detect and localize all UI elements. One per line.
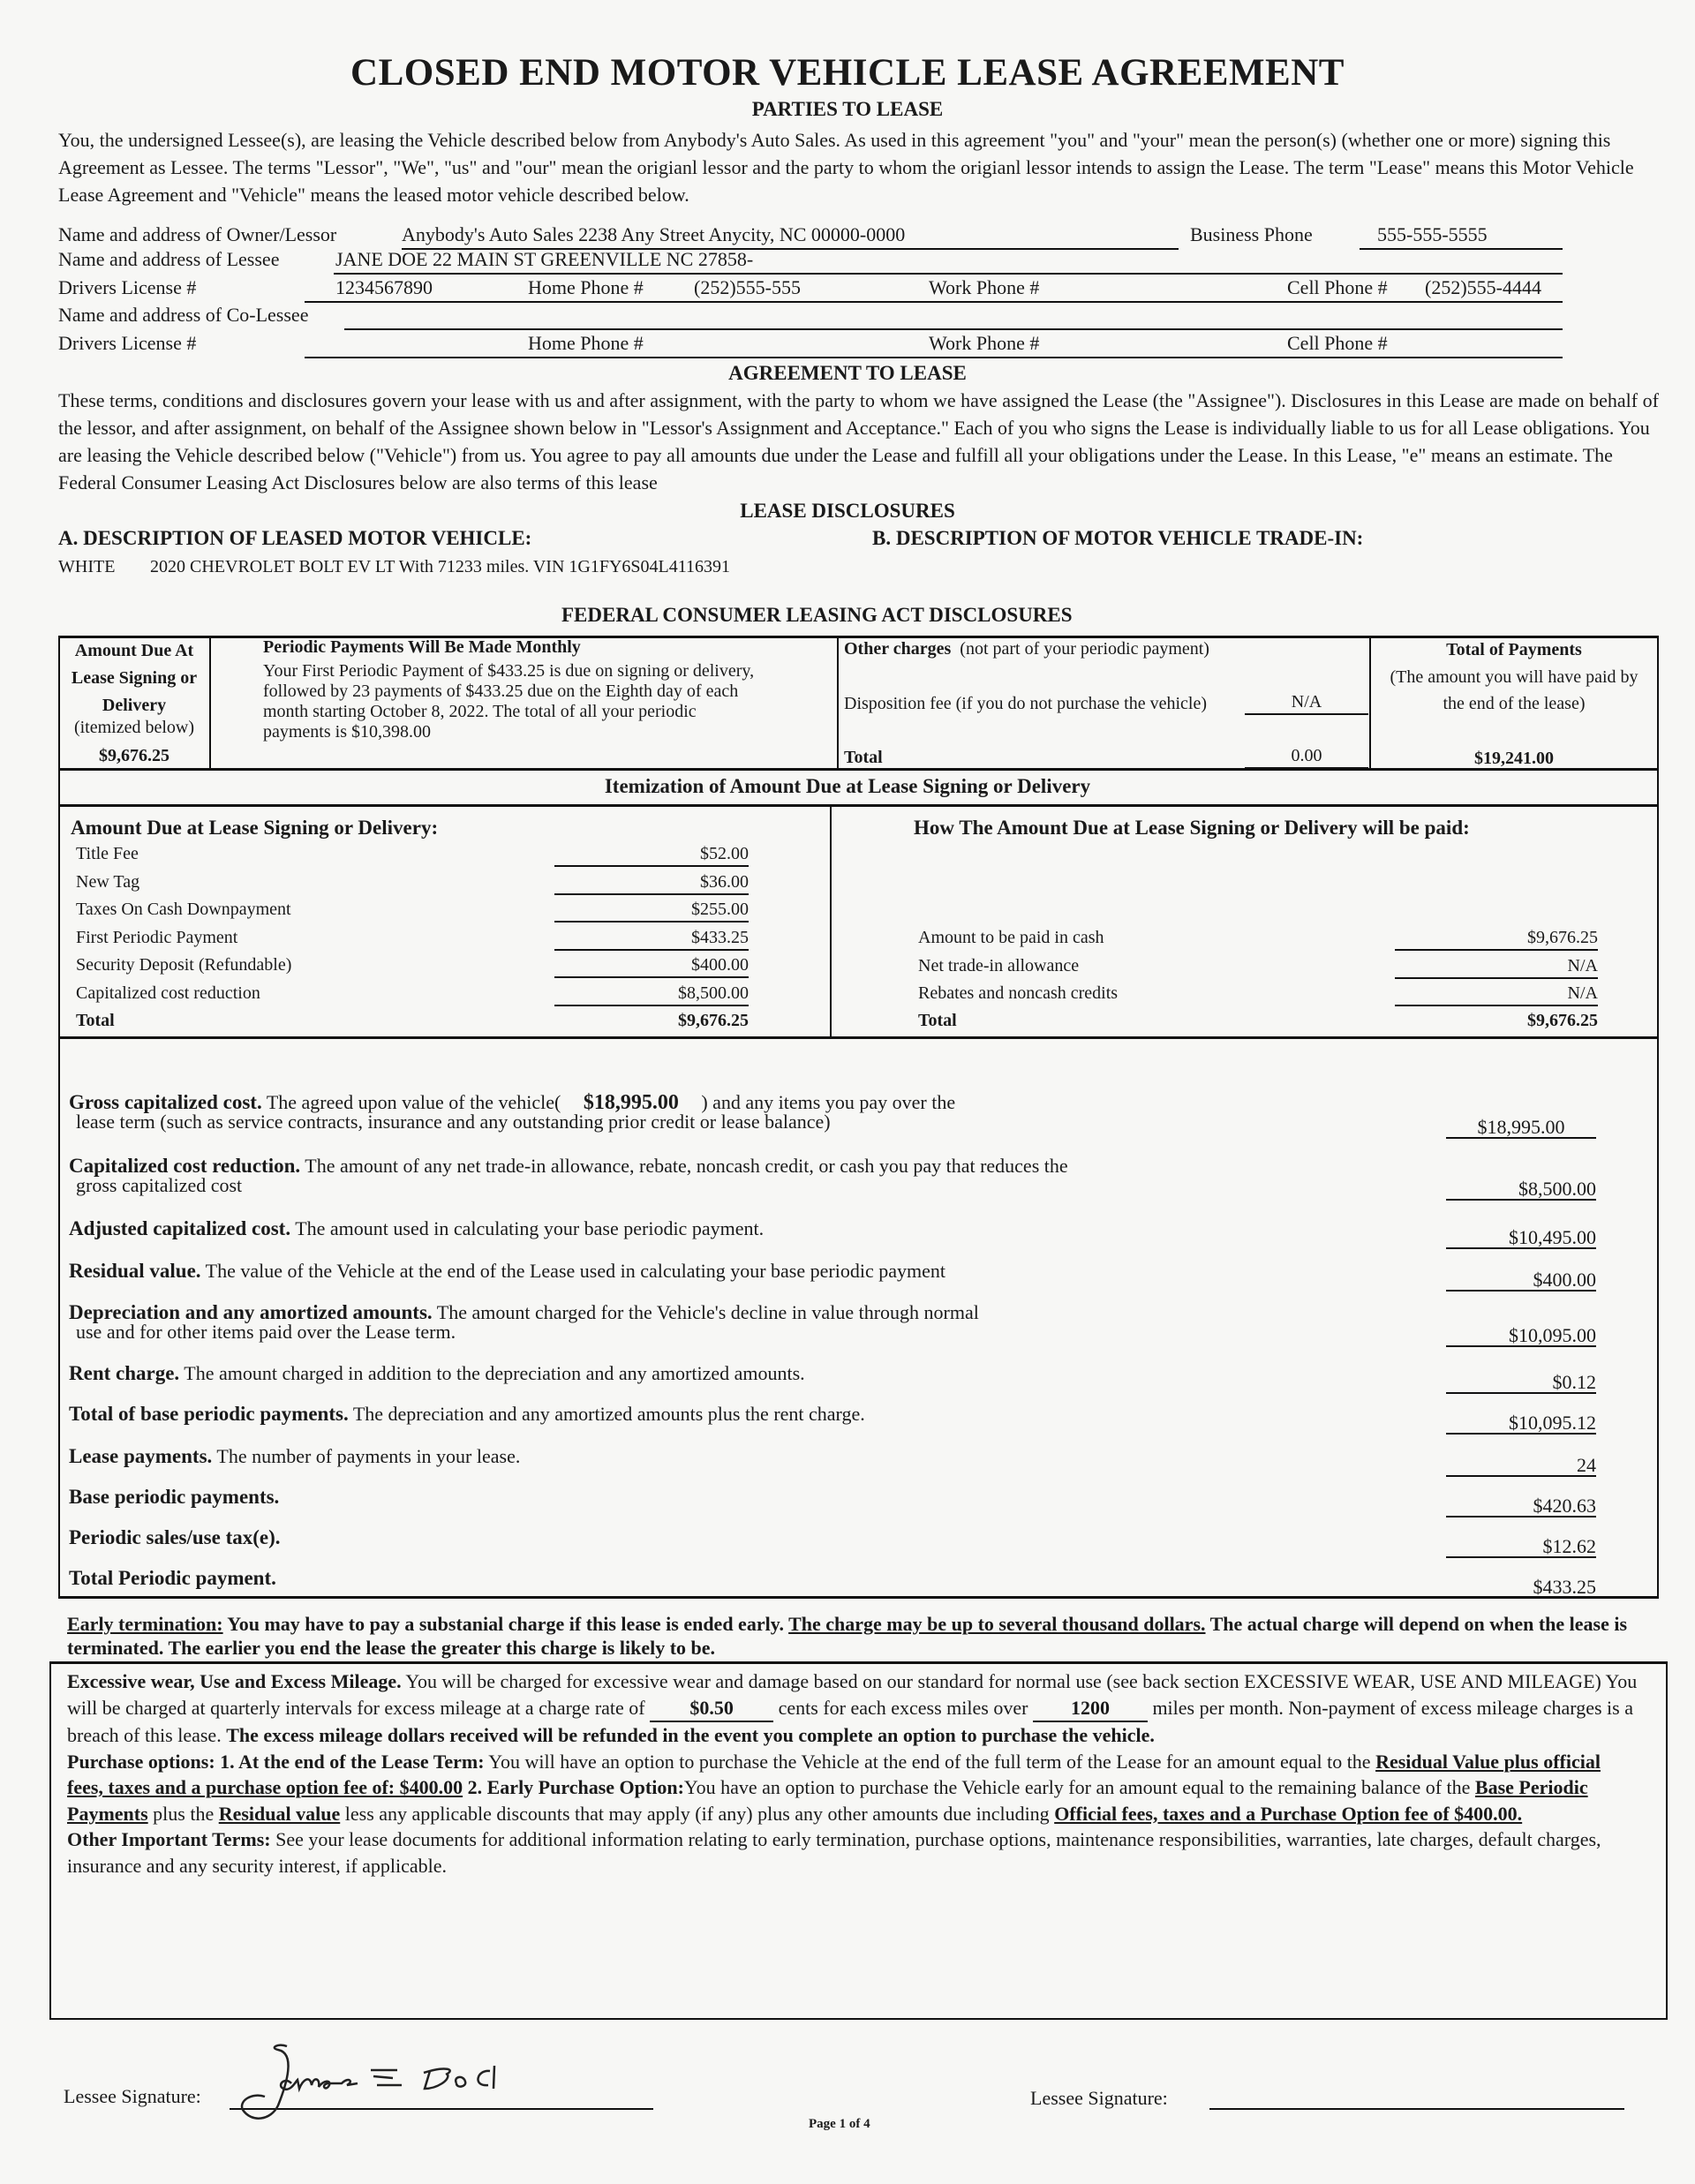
co-lessee-signature-label: Lessee Signature:: [1030, 2087, 1168, 2109]
vehicle-color: WHITE: [58, 557, 116, 576]
other-total-value: 0.00: [1291, 746, 1322, 765]
payment-label: Rebates and noncash credits: [918, 983, 1119, 1003]
trade-in-heading: B. DESCRIPTION OF MOTOR VEHICLE TRADE-IN:: [872, 527, 1364, 549]
gross-value: $18,995.00: [1446, 1118, 1596, 1139]
other-terms-title: Other Important Terms:: [67, 1828, 271, 1850]
early-text3: The actual charge will depend on when the lease is terminated. The earlier you end the lease the greater this charge is likely to be.: [67, 1613, 1628, 1659]
item-label: New Tag: [76, 871, 140, 892]
lessee-signature-image: [225, 2030, 631, 2128]
co-home-phone-label: Home Phone #: [528, 332, 644, 354]
mileage-rate: $0.50: [650, 1695, 773, 1723]
owner-value: Anybody's Auto Sales 2238 Any Street Anycity, NC 00000-0000: [402, 223, 906, 245]
finance-row: [69, 1526, 1596, 1557]
purchase-title: Purchase options: 1. At the end of the Lease Term:: [67, 1750, 485, 1773]
purchase-title2: 2. Early Purchase Option:: [467, 1776, 684, 1798]
finance-row-value: $400.00: [1446, 1270, 1596, 1292]
item-label: First Periodic Payment: [76, 927, 238, 947]
vehicle-description: 2020 CHEVROLET BOLT EV LT With 71233 miles. VIN 1G1FY6S04L4116391: [150, 557, 731, 576]
owner-label: Name and address of Owner/Lessor: [58, 223, 337, 245]
cell-phone-label: Cell Phone #: [1287, 276, 1388, 298]
finance-row-title: Total Periodic payment.: [69, 1567, 276, 1589]
finance-row-title: Residual value.: [69, 1260, 201, 1282]
document-title: CLOSED END MOTOR VEHICLE LEASE AGREEMENT: [350, 52, 1345, 94]
purchase-text2: You have an option to purchase the Vehicle early for an amount equal to the remaining balance of the: [683, 1776, 1471, 1798]
payment-total-label: Total: [918, 1011, 957, 1030]
finance-row: [69, 1362, 1596, 1393]
business-phone-label: Business Phone: [1190, 223, 1313, 245]
vehicle-description-heading: A. DESCRIPTION OF LEASED MOTOR VEHICLE:: [58, 527, 532, 549]
purchase-text4: less any applicable discounts that may apply (if any) plus any other amounts due including: [344, 1802, 1050, 1825]
item-value: $433.25: [554, 926, 749, 951]
finance-row-title: Total of base periodic payments.: [69, 1403, 349, 1425]
payment-label: Amount to be paid in cash: [918, 928, 1104, 947]
periodic-text: Your First Periodic Payment of $433.25 is due on signing or delivery, followed by 23 payments of $433.25 due on the Eighth day of each month starting October 8, 2022. The total of all your periodic payments is $10,398.00: [263, 661, 755, 742]
finance-row-text: The amount used in calculating your base periodic payment.: [295, 1217, 765, 1239]
itemization-right-heading: How The Amount Due at Lease Signing or Delivery will be paid:: [914, 817, 1470, 839]
due-at-signing-title: Amount Due At Lease Signing or Delivery: [71, 641, 198, 715]
terms-text: [67, 1668, 1638, 1879]
other-charges-note: (not part of your periodic payment): [960, 639, 1209, 659]
finance-row-text: The number of payments in your lease.: [216, 1445, 521, 1467]
home-phone-value: (252)555-555: [694, 276, 801, 298]
purchase-u3: Residual value: [218, 1802, 341, 1825]
wear-text3: miles per month. Non-payment of excess mileage charges is a breach of this lease.: [67, 1696, 1633, 1746]
total-payments-note: (The amount you will have paid by the end of the lease): [1390, 667, 1638, 713]
parties-heading: PARTIES TO LEASE: [751, 98, 944, 120]
finance-row-value: $10,495.00: [1446, 1228, 1596, 1249]
finance-row: [69, 1155, 1596, 1200]
due-note: (itemized below): [73, 718, 195, 737]
purchase-text3: plus the: [153, 1802, 215, 1825]
work-phone-label: Work Phone #: [929, 276, 1040, 298]
wear-text1: You will be charged for excessive wear and damage based on our standard for normal use (see back section EXCESSIVE WEAR, USE AND MILEAGE) You will be charged at quarterly intervals for excess mileage at a charge rate of: [67, 1670, 1638, 1719]
finance-row: [69, 1486, 1596, 1517]
finance-row-text2: gross capitalized cost: [76, 1174, 243, 1196]
finance-row-text: The value of the Vehicle at the end of the Lease used in calculating your base periodic payment: [205, 1260, 945, 1282]
finance-row: [69, 1567, 1596, 1598]
business-phone-value: 555-555-5555: [1377, 223, 1488, 245]
finance-row: [69, 1301, 1596, 1346]
lessee-signature-label: Lessee Signature:: [64, 2085, 201, 2107]
fcla-heading: FEDERAL CONSUMER LEASING ACT DISCLOSURES: [561, 604, 1073, 626]
purchase-u2: Base Periodic Payments: [67, 1776, 1588, 1825]
home-phone-label: Home Phone #: [528, 276, 644, 298]
due-value: $9,676.25: [99, 746, 170, 765]
itemization-heading: Itemization of Amount Due at Lease Signing or Delivery: [604, 775, 1091, 797]
wear-title: Excessive wear, Use and Excess Mileage.: [67, 1670, 402, 1692]
item-total-label: Total: [76, 1011, 115, 1030]
other-charges-title: Other charges: [844, 639, 952, 659]
item-value: $8,500.00: [554, 982, 749, 1006]
colessee-label: Name and address of Co-Lessee: [58, 304, 309, 326]
total-payments-title: Total of Payments: [1446, 640, 1582, 659]
cell-phone-value: (252)555-4444: [1425, 276, 1541, 298]
payment-value: N/A: [1395, 982, 1598, 1006]
item-label: Capitalized cost reduction: [76, 983, 260, 1003]
item-label: Title Fee: [76, 844, 139, 863]
co-work-phone-label: Work Phone #: [929, 332, 1040, 354]
finance-row-title: Periodic sales/use tax(e).: [69, 1526, 281, 1548]
payment-value: N/A: [1395, 954, 1598, 979]
item-label: Security Deposit (Refundable): [76, 955, 292, 975]
finance-row-text2: use and for other items paid over the Lease term.: [76, 1321, 456, 1343]
finance-row-value: $10,095.12: [1446, 1413, 1596, 1435]
finance-row-text: The depreciation and any amortized amounts plus the rent charge.: [352, 1403, 865, 1425]
other-terms-text: See your lease documents for additional information relating to early termination, purchase options, maintenance responsibilities, warranties, late charges, default charges, insurance and any security interest, if applicable.: [67, 1828, 1601, 1877]
item-value: $52.00: [554, 842, 749, 867]
disclosures-heading: LEASE DISCLOSURES: [740, 500, 955, 522]
lessee-value: JANE DOE 22 MAIN ST GREENVILLE NC 27858-: [335, 248, 754, 270]
early-termination: [67, 1612, 1638, 1660]
item-total-value: $9,676.25: [678, 1011, 749, 1030]
gross-title: Gross capitalized cost.: [69, 1091, 262, 1113]
early-text1: You may have to pay a substanial charge if this lease is ended early.: [227, 1613, 784, 1635]
item-value: $36.00: [554, 870, 749, 895]
item-value: $255.00: [554, 898, 749, 923]
finance-row-value: $8,500.00: [1446, 1179, 1596, 1201]
finance-row-title: Rent charge.: [69, 1362, 180, 1384]
finance-row-text: The amount charged in addition to the depreciation and any amortized amounts.: [184, 1362, 805, 1384]
item-value: $400.00: [554, 953, 749, 978]
finance-row-text: The amount charged for the Vehicle's decline in value through normal: [436, 1301, 979, 1323]
parties-intro: You, the undersigned Lessee(s), are leasing the Vehicle described below from Anybody's Auto Sales. As used in this agreement "you" and "your" mean the person(s) (whether one or more) signing this Agreement as Lessee. The terms "Lessor", "We", "us" and "our" mean the origianl lessor and the party to whom the origianl lessor intends to assign the Lease. The term "Lease" means this Motor Vehicle Lease Agreement and "Vehicle" means the leased motor vehicle described below.: [58, 129, 1634, 206]
payment-label: Net trade-in allowance: [918, 955, 1080, 975]
finance-row-text: The amount of any net trade-in allowance, rebate, noncash credit, or cash you pay that reduces the: [305, 1155, 1068, 1177]
page-number: Page 1 of 4: [809, 2117, 870, 2131]
wear-bold: The excess mileage dollars received will be refunded in the event you complete an option to purchase the vehicle.: [226, 1724, 1155, 1746]
finance-row-value: $420.63: [1446, 1496, 1596, 1518]
finance-row-value: $10,095.00: [1446, 1326, 1596, 1347]
other-total-label: Total: [844, 748, 883, 767]
gross-text3: lease term (such as service contracts, insurance and any outstanding prior credit or lease balance): [76, 1111, 831, 1133]
gross-text1: The agreed upon value of the vehicle(: [266, 1091, 561, 1113]
co-cell-phone-label: Cell Phone #: [1287, 332, 1388, 354]
finance-row: [69, 1260, 1596, 1291]
finance-row-title: Adjusted capitalized cost.: [69, 1217, 291, 1239]
dl-value: 1234567890: [335, 276, 433, 298]
wear-text2: cents for each excess miles over: [778, 1696, 1028, 1719]
purchase-u4: Official fees, taxes and a Purchase Option fee of $400.00.: [1054, 1802, 1523, 1825]
finance-row-title: Capitalized cost reduction.: [69, 1155, 301, 1177]
agreement-heading: AGREEMENT TO LEASE: [728, 362, 967, 384]
purchase-text1: You will have an option to purchase the Vehicle at the end of the full term of the Lease for an amount equal to the: [488, 1750, 1371, 1773]
early-text2: The charge may be up to several thousand dollars.: [788, 1613, 1206, 1635]
dl-label: Drivers License #: [58, 276, 197, 298]
itemization-left-heading: Amount Due at Lease Signing or Delivery:: [71, 817, 439, 839]
gross-text2: ) and any items you pay over the: [701, 1091, 956, 1113]
disposition-value: N/A: [1291, 692, 1322, 712]
finance-row: [69, 1403, 1596, 1434]
finance-row: [69, 1217, 1596, 1248]
finance-row-title: Base periodic payments.: [69, 1486, 280, 1508]
mileage-limit: 1200: [1033, 1695, 1148, 1723]
purchase-u1: Residual Value plus official fees, taxes and a purchase option fee of: $400.00: [67, 1750, 1601, 1798]
finance-row-value: 24: [1446, 1456, 1596, 1477]
lessee-label: Name and address of Lessee: [58, 248, 280, 270]
co-dl-label: Drivers License #: [58, 332, 197, 354]
payment-value: $9,676.25: [1395, 926, 1598, 951]
finance-row-value: $12.62: [1446, 1537, 1596, 1558]
agreement-text: These terms, conditions and disclosures govern your lease with us and after assignment, with the party to whom we have assigned the Lease (the "Assignee"). Disclosures in this Lease are made on behalf of the lessor, and after assignment, on behalf of the Assignee shown below in "Lessor's Assignment and Acceptance." Each of you who signs the Lease is individually liable to us for all Lease obligations. You are leasing the Vehicle described below ("Vehicle") from us. You agree to pay all amounts due under the Lease and fulfill all your obligations under the Lease. In this Lease, "e" means an estimate. The Federal Consumer Leasing Act Disclosures below are also terms of this lease: [58, 389, 1659, 493]
finance-row-title: Depreciation and any amortized amounts.: [69, 1301, 433, 1323]
early-title: Early termination:: [67, 1613, 223, 1635]
item-label: Taxes On Cash Downpayment: [76, 900, 291, 919]
finance-row-title: Lease payments.: [69, 1445, 213, 1467]
finance-row-value: $433.25: [1446, 1578, 1596, 1599]
gross-vehicle-value: $18,995.00: [583, 1091, 679, 1114]
payment-total-value: $9,676.25: [1527, 1011, 1598, 1030]
total-payments-value: $19,241.00: [1474, 749, 1554, 768]
finance-row: [69, 1445, 1596, 1476]
disposition-label: Disposition fee (if you do not purchase the vehicle): [844, 694, 1207, 713]
finance-row-value: $0.12: [1446, 1373, 1596, 1394]
periodic-title: Periodic Payments Will Be Made Monthly: [263, 637, 581, 657]
